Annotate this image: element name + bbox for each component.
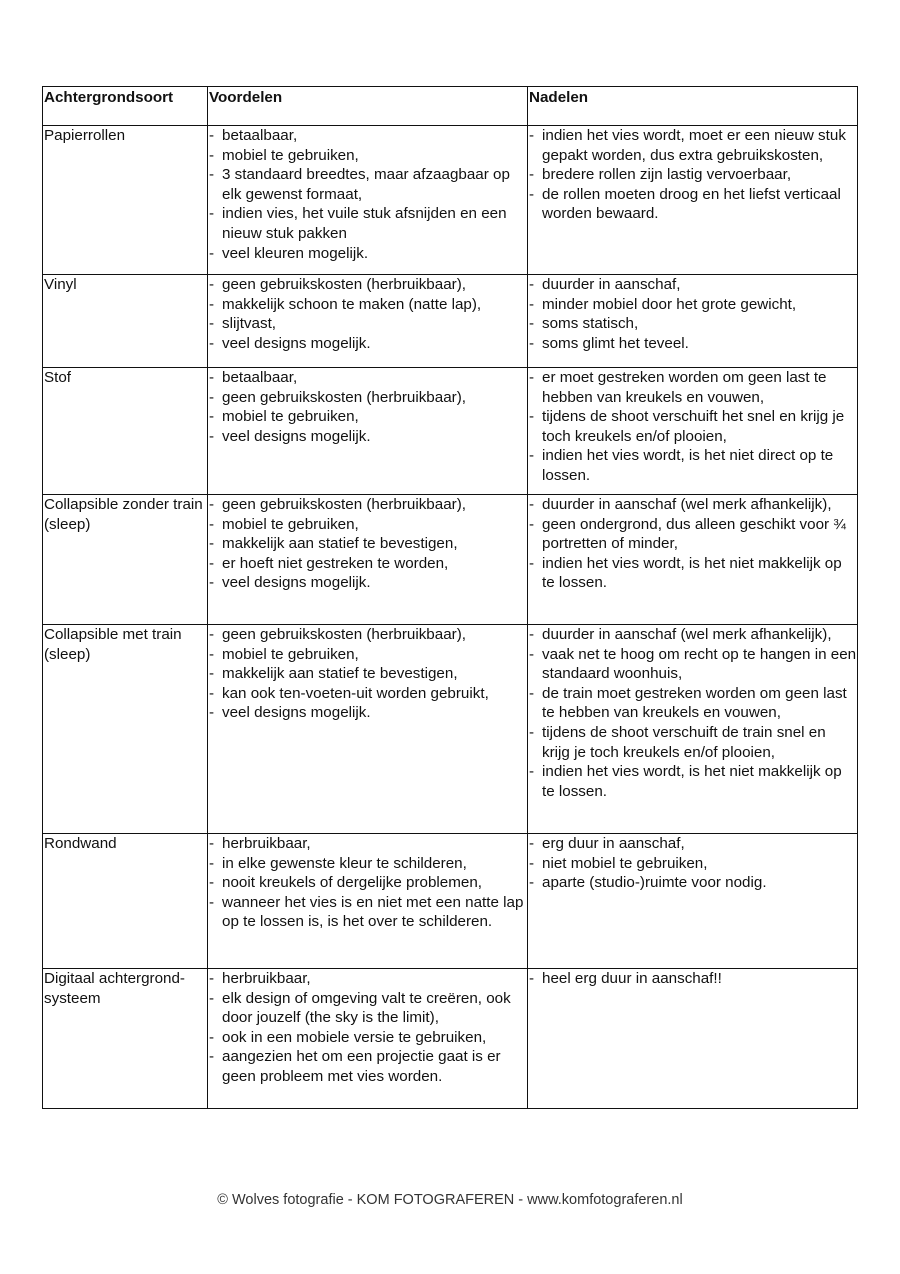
advantage-item: - geen gebruikskosten (herbruikbaar),: [209, 275, 527, 295]
disadvantage-item: - de rollen moeten droog en het liefst verticaal worden bewaard.: [529, 185, 857, 224]
advantage-item: - veel designs mogelijk.: [209, 573, 527, 593]
table-row: [43, 495, 858, 625]
advantage-item: - betaalbaar,: [209, 368, 527, 388]
disadvantage-item: - tijdens de shoot verschuift de train snel en krijg je toch kreukels en/of plooien,: [529, 723, 857, 762]
background-type-cell: Vinyl: [43, 275, 208, 368]
cons-list: [529, 368, 857, 486]
background-type-cell: Rondwand: [43, 834, 208, 969]
advantage-item: - slijtvast,: [209, 314, 527, 334]
pros-cell: [208, 625, 528, 834]
advantage-item: - veel designs mogelijk.: [209, 427, 527, 447]
advantage-item: - elk design of omgeving valt te creëren, ook door jouzelf (the sky is the limit),: [209, 989, 527, 1028]
pros-cell: [208, 368, 528, 495]
advantage-item: - wanneer het vies is en niet met een natte lap op te lossen is, is het over te schilderen.: [209, 893, 527, 932]
header-type: Achtergrondsoort: [43, 87, 208, 126]
advantage-item: - in elke gewenste kleur te schilderen,: [209, 854, 527, 874]
pros-cell: [208, 275, 528, 368]
background-type-cell: Collapsible zonder train (sleep): [43, 495, 208, 625]
pros-list: [209, 126, 527, 263]
advantage-item: - mobiel te gebruiken,: [209, 146, 527, 166]
background-type-cell: Papierrollen: [43, 126, 208, 275]
pros-list: [209, 834, 527, 932]
disadvantage-item: - indien het vies wordt, is het niet direct op te lossen.: [529, 446, 857, 485]
advantage-item: - ook in een mobiele versie te gebruiken,: [209, 1028, 527, 1048]
disadvantage-item: - duurder in aanschaf (wel merk afhankelijk),: [529, 625, 857, 645]
advantage-item: - geen gebruikskosten (herbruikbaar),: [209, 625, 527, 645]
disadvantage-item: - soms statisch,: [529, 314, 857, 334]
table-row: [43, 126, 858, 275]
cons-list: [529, 834, 857, 893]
advantage-item: - mobiel te gebruiken,: [209, 515, 527, 535]
pros-list: [209, 969, 527, 1087]
cons-cell: [528, 368, 858, 495]
header-pros: Voordelen: [208, 87, 528, 126]
cons-list: [529, 275, 857, 353]
pros-cell: [208, 126, 528, 275]
advantage-item: - nooit kreukels of dergelijke problemen,: [209, 873, 527, 893]
disadvantage-item: - soms glimt het teveel.: [529, 334, 857, 354]
disadvantage-item: - heel erg duur in aanschaf!!: [529, 969, 857, 989]
header-cons: Nadelen: [528, 87, 858, 126]
cons-cell: [528, 275, 858, 368]
advantage-item: - er hoeft niet gestreken te worden,: [209, 554, 527, 574]
advantage-item: - veel designs mogelijk.: [209, 334, 527, 354]
disadvantage-item: - er moet gestreken worden om geen last te hebben van kreukels en vouwen,: [529, 368, 857, 407]
advantage-item: - mobiel te gebruiken,: [209, 645, 527, 665]
cons-list: [529, 969, 857, 989]
table-row: [43, 368, 858, 495]
table-row: [43, 969, 858, 1109]
disadvantage-item: - duurder in aanschaf,: [529, 275, 857, 295]
cons-cell: [528, 969, 858, 1109]
disadvantage-item: - de train moet gestreken worden om geen last te hebben van kreukels en vouwen,: [529, 684, 857, 723]
disadvantage-item: - duurder in aanschaf (wel merk afhankelijk),: [529, 495, 857, 515]
pros-list: [209, 275, 527, 353]
cons-cell: [528, 834, 858, 969]
cons-list: [529, 625, 857, 801]
cons-list: [529, 495, 857, 593]
disadvantage-item: - minder mobiel door het grote gewicht,: [529, 295, 857, 315]
comparison-table: [42, 86, 858, 1109]
cons-cell: [528, 126, 858, 275]
pros-cell: [208, 969, 528, 1109]
advantage-item: - indien vies, het vuile stuk afsnijden en een nieuw stuk pakken: [209, 204, 527, 243]
table-row: [43, 275, 858, 368]
pros-cell: [208, 834, 528, 969]
advantage-item: - veel designs mogelijk.: [209, 703, 527, 723]
disadvantage-item: - indien het vies wordt, moet er een nieuw stuk gepakt worden, dus extra gebruikskosten,: [529, 126, 857, 165]
cons-cell: [528, 495, 858, 625]
advantage-item: - herbruikbaar,: [209, 834, 527, 854]
advantage-item: - herbruikbaar,: [209, 969, 527, 989]
pros-list: [209, 495, 527, 593]
advantage-item: - makkelijk schoon te maken (natte lap),: [209, 295, 527, 315]
cons-list: [529, 126, 857, 224]
advantage-item: - makkelijk aan statief te bevestigen,: [209, 534, 527, 554]
background-type-cell: Digitaal achtergrond-systeem: [43, 969, 208, 1109]
advantage-item: - veel kleuren mogelijk.: [209, 244, 527, 264]
header-row: [43, 87, 858, 126]
disadvantage-item: - aparte (studio-)ruimte voor nodig.: [529, 873, 857, 893]
disadvantage-item: - erg duur in aanschaf,: [529, 834, 857, 854]
pros-cell: [208, 495, 528, 625]
background-type-cell: Collapsible met train (sleep): [43, 625, 208, 834]
disadvantage-item: - bredere rollen zijn lastig vervoerbaar,: [529, 165, 857, 185]
disadvantage-item: - tijdens de shoot verschuift het snel en krijg je toch kreukels en/of plooien,: [529, 407, 857, 446]
footer: © Wolves fotografie - KOM FOTOGRAFEREN - www.komfotograferen.nl: [217, 1192, 683, 1208]
advantage-item: - makkelijk aan statief te bevestigen,: [209, 664, 527, 684]
advantage-item: - mobiel te gebruiken,: [209, 407, 527, 427]
background-type-cell: Stof: [43, 368, 208, 495]
advantage-item: - betaalbaar,: [209, 126, 527, 146]
disadvantage-item: - indien het vies wordt, is het niet makkelijk op te lossen.: [529, 762, 857, 801]
advantage-item: - geen gebruikskosten (herbruikbaar),: [209, 495, 527, 515]
advantage-item: - geen gebruikskosten (herbruikbaar),: [209, 388, 527, 408]
advantage-item: - 3 standaard breedtes, maar afzaagbaar op elk gewenst formaat,: [209, 165, 527, 204]
table-row: [43, 625, 858, 834]
disadvantage-item: - geen ondergrond, dus alleen geschikt voor ¾ portretten of minder,: [529, 515, 857, 554]
cons-cell: [528, 625, 858, 834]
pros-list: [209, 368, 527, 446]
advantage-item: - aangezien het om een projectie gaat is er geen probleem met vies worden.: [209, 1047, 527, 1086]
disadvantage-item: - niet mobiel te gebruiken,: [529, 854, 857, 874]
advantage-item: - kan ook ten-voeten-uit worden gebruikt,: [209, 684, 527, 704]
disadvantage-item: - indien het vies wordt, is het niet makkelijk op te lossen.: [529, 554, 857, 593]
disadvantage-item: - vaak net te hoog om recht op te hangen in een standaard woonhuis,: [529, 645, 857, 684]
pros-list: [209, 625, 527, 723]
table-row: [43, 834, 858, 969]
